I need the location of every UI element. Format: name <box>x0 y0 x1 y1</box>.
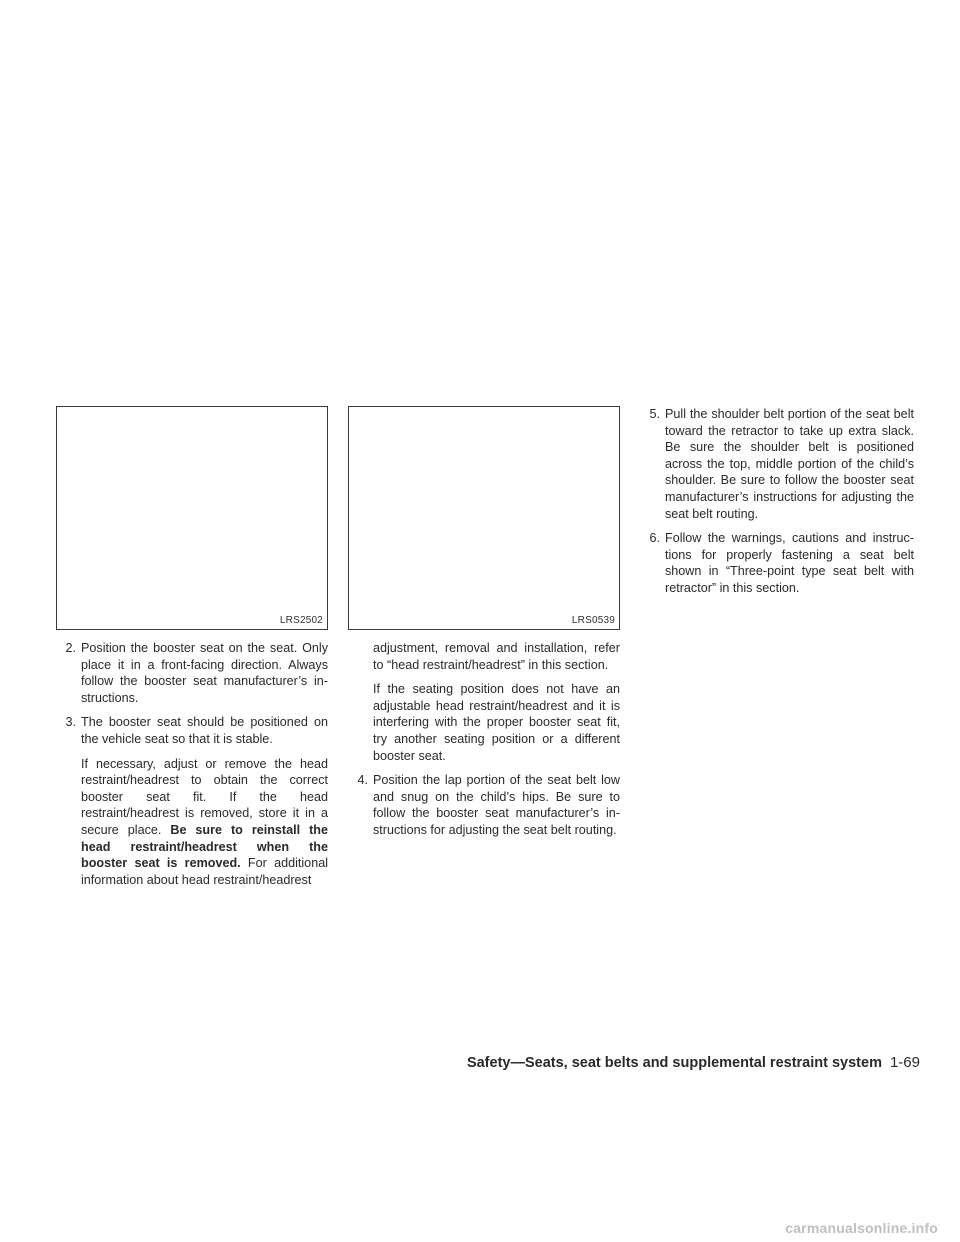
step-number: 5. <box>649 407 660 421</box>
paragraph: If the seating position does not have an adjustable head restraint/headrest and it is interfering with the proper booster seat fit, try another seating position or a different booster seat. <box>373 682 620 763</box>
text-column-3 <box>640 406 914 597</box>
step-text: Pull the shoulder belt portion of the seat belt toward the retractor to take up extra slack. Be sure the shoulder belt is positioned across the top, middle portion of the child’s shoulder. Be sure to follow the booster seat manufacturer’s instructions for adjusting the seat belt routing. <box>665 407 914 521</box>
step-number: 4. <box>357 773 368 788</box>
step-4 <box>348 772 620 838</box>
step-2 <box>56 640 328 706</box>
step-6 <box>640 530 914 596</box>
page-number: 1-69 <box>889 1054 920 1071</box>
step-text: Position the lap portion of the seat belt low and snug on the child’s hips. Be sure to follow the booster seat manufacturer’s in-structions for adjusting the seat belt routing. <box>373 773 620 837</box>
figure-label: LRS2502 <box>279 615 323 626</box>
step-text: Follow the warnings, cautions and instruc-tions for properly fastening a seat belt shown in “Three-point type seat belt with retractor” in this section. <box>665 531 914 595</box>
figure-lap-belt <box>348 406 620 630</box>
section-title: Safety—Seats, seat belts and supplemental restraint system <box>466 1055 882 1071</box>
figure-booster-seat <box>56 406 328 630</box>
step-number: 2. <box>65 641 76 655</box>
paragraph-text: For additional information about head restraint/headrest <box>81 856 328 887</box>
step-3-paragraph <box>56 756 328 889</box>
text-column-1 <box>56 640 328 888</box>
step-text: Position the booster seat on the seat. Only place it in a front-facing direction. Always follow the booster seat manufacturer’s in-structions. <box>81 641 328 705</box>
step-number: 3. <box>65 715 76 730</box>
step-number: 6. <box>649 531 660 546</box>
page-footer <box>467 1054 920 1071</box>
step-text: The booster seat should be positioned on the vehicle seat so that it is stable. <box>81 715 328 746</box>
warning-text: Be sure to reinstall the head restraint/headrest when the booster seat is removed. <box>81 822 328 871</box>
continued-paragraph: adjustment, removal and installation, refer to “head restraint/headrest” in this section. <box>373 641 620 672</box>
text-column-2 <box>348 640 620 839</box>
watermark-text: carmanualsonline.info <box>785 1220 938 1236</box>
step-3 <box>56 714 328 747</box>
paragraph-text: If necessary, adjust or remove the head restraint/headrest to obtain the correct booster seat fit. If the head restraint/headrest is removed, store it in a secure place. <box>81 756 328 837</box>
step-5 <box>640 406 914 522</box>
figure-label: LRS0539 <box>571 615 615 626</box>
